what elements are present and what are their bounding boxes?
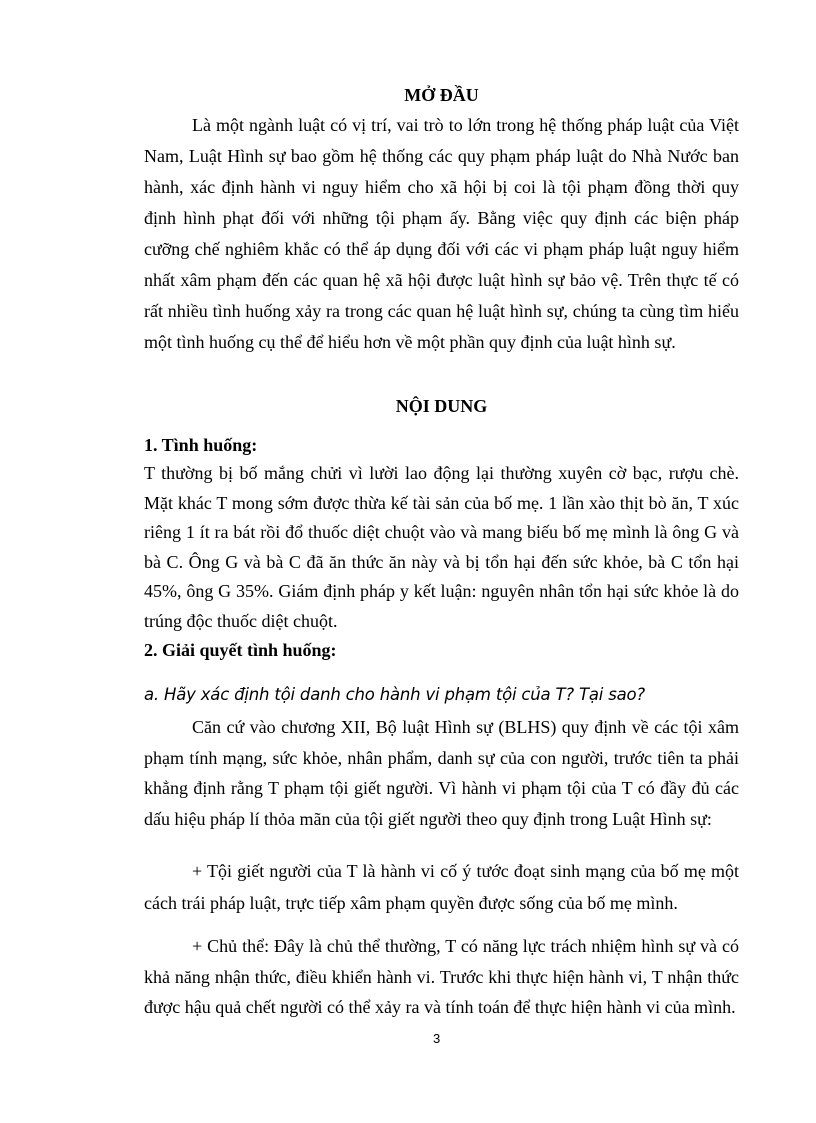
question-a: a. Hãy xác định tội danh cho hành vi phạm tội của T? Tại sao? — [144, 685, 645, 704]
page-number: 3 — [433, 1031, 441, 1046]
intro-paragraph: Là một ngành luật có vị trí, vai trò to lớn trong hệ thống pháp luật của Việt Nam, Luật Hình sự bao gồm hệ thống các quy phạm pháp luật do Nhà Nước ban hành, xác định hành vi nguy hiểm cho xã hội bị coi là tội phạm đồng thời quy định hình phạt đối với những tội phạm ấy. Bằng việc quy định các biện pháp cưỡng chế nghiêm khắc có thể áp dụng đối với các vi phạm pháp luật nguy hiểm nhất xâm phạm đến các quan hệ xã hội được luật hình sự bảo vệ. Trên thực tế có rất nhiều tình huống xảy ra trong các quan hệ luật hình sự, chúng ta cùng tìm hiểu một tình huống cụ thể để hiểu hơn về một phần quy định của luật hình sự. — [144, 115, 739, 352]
section-1-title: 1. Tình huống: — [144, 435, 258, 455]
case-paragraph: T thường bị bố mắng chửi vì lười lao động lại thường xuyên cờ bạc, rượu chè. Mặt khác T mong sớm được thừa kế tài sản của bố mẹ. 1 lần xào thịt bò ăn, T xúc riêng 1 ít ra bát rồi đổ thuốc diệt chuột vào và mang biếu bố mẹ mình là ông G và bà C. Ông G và bà C đã ăn thức ăn này và bị tổn hại đến sức khỏe, bà C tổn hại 45%, ông G 35%. Giám định pháp y kết luận: nguyên nhân tổn hại sức khỏe là do trúng độc thuốc diệt chuột. — [144, 463, 739, 631]
point-2-paragraph: + Chủ thể: Đây là chủ thể thường, T có năng lực trách nhiệm hình sự và có khả năng nhận thức, điều khiển hành vi. Trước khi thực hiện hành vi, T nhận thức được hậu quả chết người có thể xảy ra và tính toán để thực hiện hành vi của mình. — [144, 936, 739, 1017]
answer-paragraph: Căn cứ vào chương XII, Bộ luật Hình sự (BLHS) quy định về các tội xâm phạm tính mạng, sức khỏe, nhân phẩm, danh sự của con người, trước tiên ta phải khẳng định rằng T phạm tội giết người. Vì hành vi phạm tội của T có đầy đủ các dấu hiệu pháp lí thỏa mãn của tội giết người theo quy định trong Luật Hình sự: — [144, 717, 739, 829]
section-2-title: 2. Giải quyết tình huống: — [144, 640, 337, 660]
content-heading: NỘI DUNG — [395, 396, 488, 416]
point-1-paragraph: + Tội giết người của T là hành vi cố ý tước đoạt sinh mạng của bố mẹ một cách trái pháp luật, trực tiếp xâm phạm quyền được sống của bố mẹ mình. — [144, 861, 739, 913]
intro-heading: MỞ ĐẦU — [404, 85, 479, 105]
